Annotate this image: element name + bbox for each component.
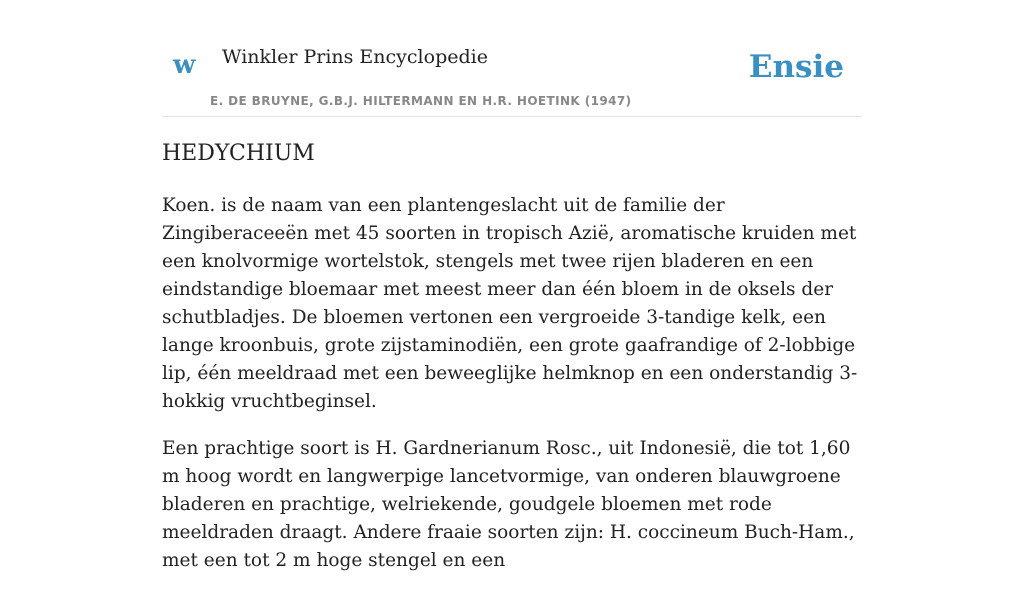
- article-paragraph: Koen. is de naam van een plantengeslacht uit de familie der Zingiberaceeën met 45 soorten in tropisch Azië, aromatische kruiden met een knolvormige wortelstok, stengels met twee rijen bladeren en een eindstandige bloemaar met meest meer dan één bloem in de oksels der schutbladjes. De bloemen vertonen een vergroeide 3-tandige kelk, een lange kroonbuis, grote zijstaminodiën, een grote gaafrandige of 2-lobbige lip, één meeldraad met een beweeglijke helmknop en een onderstandig 3-hokkig vruchtbeginsel.: [162, 195, 858, 412]
- publication-authors: E. DE BRUYNE, G.B.J. HILTERMANN EN H.R. HOETINK (1947): [210, 94, 632, 108]
- article-paragraph: Een prachtige soort is H. Gardnerianum Rosc., uit Indonesië, die tot 1,60 m hoog wordt en langwerpige lancetvormige, van onderen blauwgroene bladeren en prachtige, welriekende, goudgele bloemen met rode meeldraden draagt. Andere fraaie soorten zijn: H. coccineum Buch-Ham., met een tot 2 m hoge stengel en een: [162, 438, 855, 571]
- article-title: HEDYCHIUM: [162, 141, 315, 166]
- publication-logo[interactable]: w: [173, 50, 196, 80]
- brand-logo[interactable]: Ensie: [748, 49, 844, 85]
- publication-title[interactable]: Winkler Prins Encyclopedie: [222, 46, 488, 68]
- site-header: [162, 0, 862, 117]
- article-body: [162, 192, 864, 594]
